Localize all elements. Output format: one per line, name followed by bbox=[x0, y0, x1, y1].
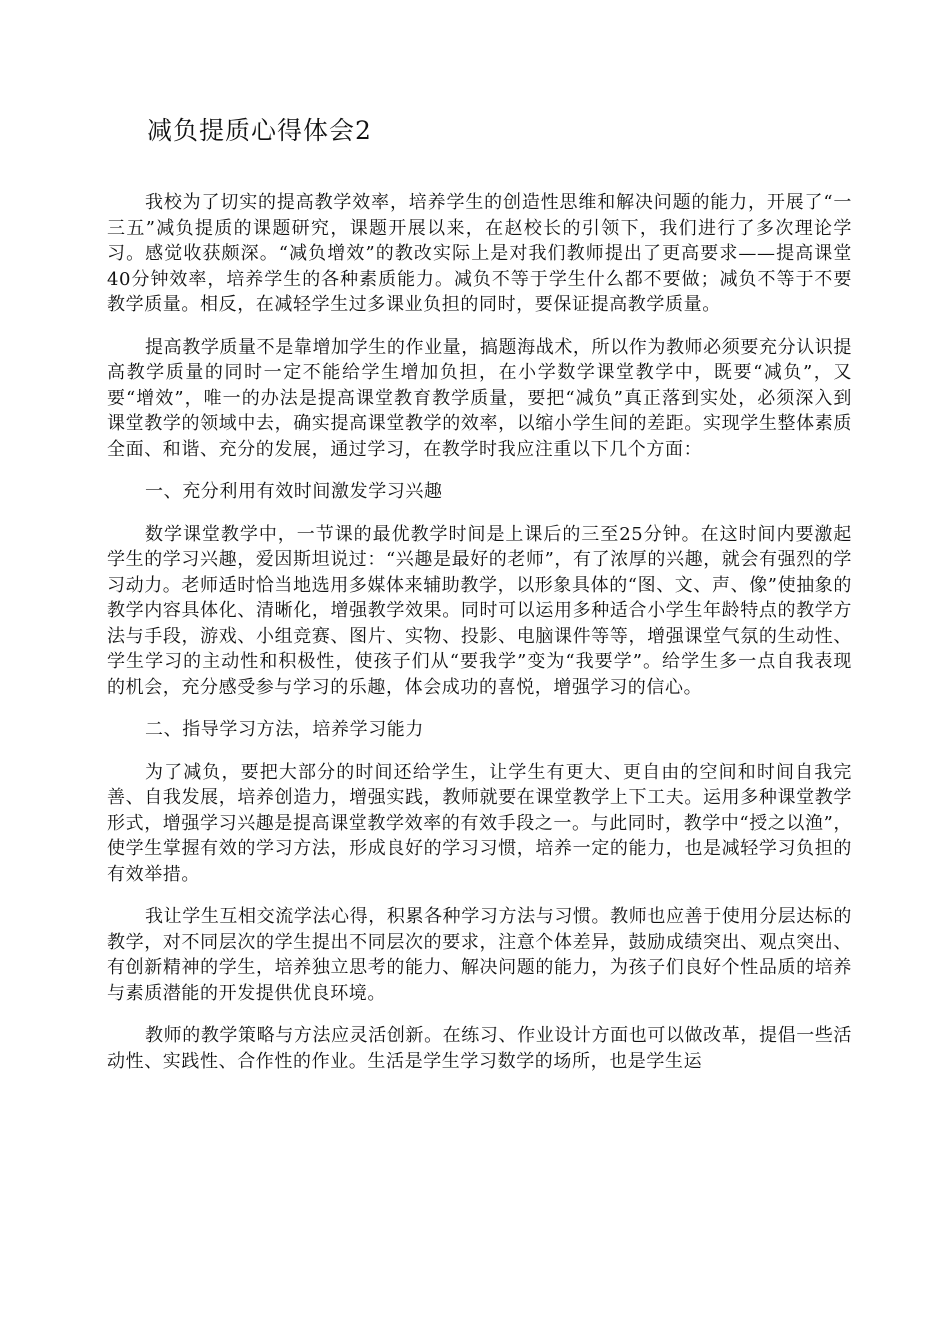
section-heading-methods: 二、指导学习方法，培养学习能力 bbox=[145, 719, 424, 740]
paragraph-strategy: 教师的教学策略与方法应灵活创新。在练习、作业设计方面也可以做改革，提倡一些活动性、实践性、合作性的作业。生活是学生学习数学的场所，也是学生运 bbox=[107, 1025, 852, 1072]
paragraph-exchange: 我让学生互相交流学法心得，积累各种学习方法与习惯。教师也应善于使用分层达标的教学，对不同层次的学生提出不同层次的要求，注意个体差异，鼓励成绩突出、观点突出、有创新精神的学生，培养独立思考的能力、解决问题的能力，为孩子们良好个性品质的培养与素质潜能的开发提供优良环境。 bbox=[107, 906, 852, 1004]
paragraph-intro: 我校为了切实的提高教学效率，培养学生的创造性思维和解决问题的能力，开展了“一三五”减负提质的课题研究，课题开展以来，在赵校长的引领下，我们进行了多次理论学习。感觉收获颇深。“减负增效”的教改实际上是对我们教师提出了更高要求——提高课堂40分钟效率，培养学生的各种素质能力。减负不等于学生什么都不要做；减负不等于不要教学质量。相反，在减轻学生过多课业负担的同时，要保证提高教学质量。 bbox=[107, 192, 852, 315]
document-page bbox=[107, 100, 852, 1074]
paragraph-interest: 数学课堂教学中，一节课的最优教学时间是上课后的三至25分钟。在这时间内要激起学生的学习兴趣，爱因斯坦说过：“兴趣是最好的老师”，有了浓厚的兴趣，就会有强烈的学习动力。老师适时恰当地选用多媒体来辅助教学，以形象具体的“图、文、声、像”使抽象的教学内容具体化、清晰化，增强教学效果。同时可以运用多种适合小学生年龄特点的教学方法与手段，游戏、小组竞赛、图片、实物、投影、电脑课件等等，增强课堂气氛的生动性、学生学习的主动性和积极性，使孩子们从“要我学”变为“我要学”。给学生多一点自我表现的机会，充分感受参与学习的乐趣，体会成功的喜悦，增强学习的信心。 bbox=[107, 523, 852, 698]
paragraph-methods: 为了减负，要把大部分的时间还给学生，让学生有更大、更自由的空间和时间自我完善、自我发展，培养创造力，增强实践，教师就要在课堂教学上下工夫。运用多种课堂教学形式，增强学习兴趣是提高课堂教学效率的有效手段之一。与此同时，教学中“授之以渔”，使学生掌握有效的学习方法，形成良好的学习习惯，培养一定的能力，也是减轻学习负担的有效举措。 bbox=[107, 761, 852, 885]
document-title: 减负提质心得体会2 bbox=[147, 116, 372, 145]
paragraph-teaching-quality: 提高教学质量不是靠增加学生的作业量，搞题海战术，所以作为教师必须要充分认识提高教学质量的同时一定不能给学生增加负担，在小学数学课堂教学中，既要“减负”，又要“增效”，唯一的办法是提高课堂教育教学质量，要把“减负”真正落到实处，必须深入到课堂教学的领域中去，确实提高课堂教学的效率，以缩小学生间的差距。实现学生整体素质全面、和谐、充分的发展，通过学习，在教学时我应注重以下几个方面： bbox=[107, 336, 852, 460]
section-heading-interest: 一、充分利用有效时间激发学习兴趣 bbox=[145, 481, 443, 502]
